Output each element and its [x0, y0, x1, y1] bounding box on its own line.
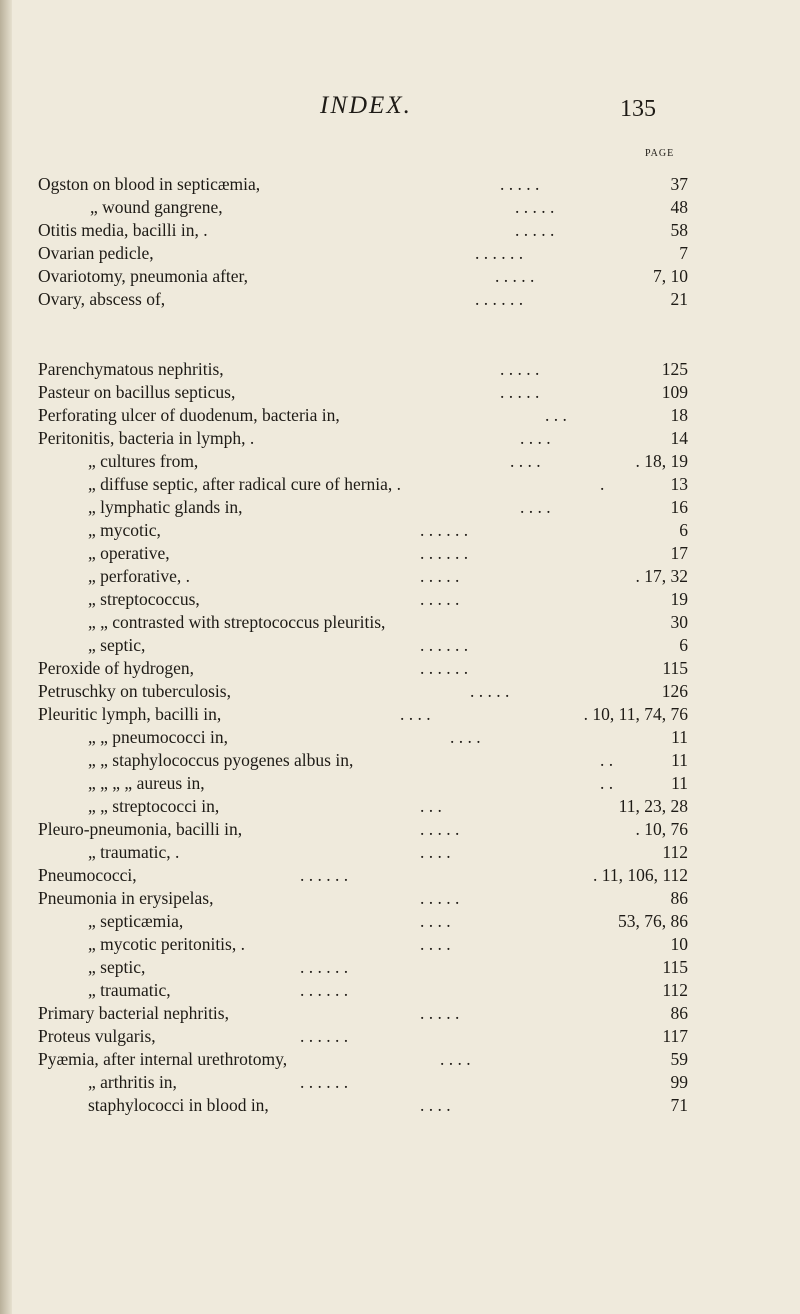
index-entry [0, 358, 800, 380]
entry-leader: . . . . . . [300, 1072, 349, 1092]
entry-label: Petruschky on tuberculosis, [38, 681, 231, 701]
entry-label: „ „ staphylococcus pyogenes albus in, [88, 750, 354, 770]
index-entry [0, 749, 800, 771]
index-entry [0, 772, 800, 794]
entry-pages: 48 [670, 197, 688, 217]
entry-leader: . . . . [420, 911, 451, 931]
entry-leader: . . . . [520, 497, 551, 517]
entry-label: Pleuro-pneumonia, bacilli in, [38, 819, 243, 839]
entry-pages: 6 [679, 635, 688, 655]
entry-label: Ovary, abscess of, [38, 289, 166, 309]
entry-leader: . . . . [520, 428, 551, 448]
entry-leader: . . . . . . [420, 543, 469, 563]
entry-leader: . . . . [420, 842, 451, 862]
entry-leader: . . . . . [420, 589, 460, 609]
index-entry [0, 173, 800, 195]
entry-leader: . . . . . . [475, 289, 524, 309]
entry-pages: 58 [670, 220, 688, 240]
entry-leader: . . . . . . [300, 957, 349, 977]
entry-pages: 18 [670, 405, 688, 425]
entry-label: Ovariotomy, pneumonia after, [38, 266, 249, 286]
entry-pages: 7 [679, 243, 688, 263]
entry-pages: 115 [662, 658, 688, 678]
entry-leader: . . . . [510, 451, 541, 471]
entry-pages: 99 [670, 1072, 688, 1092]
entry-leader: . . . . [440, 1049, 471, 1069]
entry-label: „ diffuse septic, after radical cure of hernia, . [88, 474, 402, 494]
entry-leader: . . . . [450, 727, 481, 747]
entry-label: Pyæmia, after internal urethrotomy, [38, 1049, 288, 1069]
index-entry [0, 933, 800, 955]
entry-pages: . 17, 32 [635, 566, 688, 586]
running-header-title: INDEX. [320, 92, 412, 119]
index-entry [0, 795, 800, 817]
entry-label: „ operative, [88, 543, 170, 563]
entry-pages: . 18, 19 [635, 451, 688, 471]
index-entry [0, 979, 800, 1001]
entry-leader: . . . . . . [475, 243, 524, 263]
index-entry [0, 634, 800, 656]
entry-label: „ perforative, . [88, 566, 191, 586]
entry-leader: . . . . . . [300, 980, 349, 1000]
index-entry [0, 611, 800, 633]
entry-label: Pleuritic lymph, bacilli in, [38, 704, 222, 724]
index-entry [0, 841, 800, 863]
entry-label: „ „ streptococci in, [88, 796, 220, 816]
entry-leader: . . . . . . [420, 520, 469, 540]
entry-leader: . . [600, 750, 614, 770]
index-entry [0, 381, 800, 403]
index-entry [0, 910, 800, 932]
index-entry [0, 1002, 800, 1024]
entry-label: Pasteur on bacillus septicus, [38, 382, 236, 402]
entry-pages: 37 [670, 174, 688, 194]
index-entry [0, 726, 800, 748]
index-entry [0, 588, 800, 610]
index-entry [0, 496, 800, 518]
entry-leader: . . . . . [420, 566, 460, 586]
entry-pages: 7, 10 [653, 266, 688, 286]
entry-pages: 11 [671, 727, 688, 747]
entry-pages: 86 [670, 888, 688, 908]
entry-pages: 59 [670, 1049, 688, 1069]
entry-pages: 19 [670, 589, 688, 609]
entry-pages: 10 [670, 934, 688, 954]
entry-pages: . 10, 11, 74, 76 [583, 704, 688, 724]
index-entry [0, 703, 800, 725]
entry-label: Pneumococci, [38, 865, 137, 885]
entry-pages: 125 [661, 359, 688, 379]
index-entry [0, 1025, 800, 1047]
entry-label: staphylococci in blood in, [88, 1095, 269, 1115]
index-entry [0, 1048, 800, 1070]
entry-label: Pneumonia in erysipelas, [38, 888, 214, 908]
index-entry [0, 657, 800, 679]
entry-pages: 112 [662, 980, 688, 1000]
page-number: 135 [620, 96, 656, 122]
entry-pages: 11 [671, 750, 688, 770]
entry-label: „ „ pneumococci in, [88, 727, 228, 747]
entry-leader: . . [600, 773, 614, 793]
index-entry [0, 565, 800, 587]
page-column-label: PAGE [645, 148, 675, 159]
entry-label: „ mycotic peritonitis, . [88, 934, 245, 954]
entry-label: „ „ „ „ aureus in, [88, 773, 205, 793]
entry-leader: . . . . . [515, 197, 555, 217]
entry-pages: 109 [661, 382, 688, 402]
index-entry [0, 473, 800, 495]
entry-leader: . . . . . . [420, 635, 469, 655]
entry-leader: . . . [545, 405, 567, 425]
index-entry [0, 242, 800, 264]
entry-label: „ „ contrasted with streptococcus pleuritis, [88, 612, 386, 632]
entry-pages: 126 [661, 681, 688, 701]
entry-label: „ mycotic, [88, 520, 161, 540]
entry-leader: . . . . . [420, 819, 460, 839]
entry-label: Proteus vulgaris, [38, 1026, 156, 1046]
entry-pages: 16 [670, 497, 688, 517]
index-entry [0, 1094, 800, 1116]
entry-pages: 6 [679, 520, 688, 540]
entry-label: Peritonitis, bacteria in lymph, . [38, 428, 255, 448]
entry-label: „ septicæmia, [88, 911, 184, 931]
entry-leader: . . . . . [420, 888, 460, 908]
index-entry [0, 519, 800, 541]
entry-pages: 21 [670, 289, 688, 309]
index-entry [0, 956, 800, 978]
entry-label: „ arthritis in, [88, 1072, 177, 1092]
entry-label: Ovarian pedicle, [38, 243, 154, 263]
entry-leader: . . . . . [500, 174, 540, 194]
entry-pages: 115 [662, 957, 688, 977]
index-entry [0, 1071, 800, 1093]
entry-pages: 13 [670, 474, 688, 494]
index-entry [0, 450, 800, 472]
index-entry [0, 542, 800, 564]
entry-leader: . . . . . [500, 382, 540, 402]
entry-label: „ traumatic, [88, 980, 171, 1000]
entry-pages: 71 [670, 1095, 688, 1115]
entry-label: Otitis media, bacilli in, . [38, 220, 208, 240]
entry-label: Primary bacterial nephritis, [38, 1003, 229, 1023]
entry-label: „ wound gangrene, [90, 197, 223, 217]
entry-label: Parenchymatous nephritis, [38, 359, 224, 379]
index-entry [0, 864, 800, 886]
entry-leader: . [600, 474, 605, 494]
entry-label: „ septic, [88, 957, 146, 977]
entry-pages: 112 [662, 842, 688, 862]
entry-pages: 86 [670, 1003, 688, 1023]
index-entry [0, 196, 800, 218]
entry-label: Ogston on blood in septicæmia, [38, 174, 261, 194]
entry-pages: 117 [662, 1026, 688, 1046]
entry-pages: . 10, 76 [635, 819, 688, 839]
entry-leader: . . . . . [500, 359, 540, 379]
index-entry [0, 887, 800, 909]
entry-label: „ cultures from, [88, 451, 199, 471]
index-entry [0, 265, 800, 287]
entry-pages: 14 [670, 428, 688, 448]
index-entry [0, 680, 800, 702]
entry-pages: 11, 23, 28 [618, 796, 688, 816]
entry-leader: . . . [420, 796, 442, 816]
entry-label: Perforating ulcer of duodenum, bacteria in, [38, 405, 340, 425]
entry-leader: . . . . . . [300, 1026, 349, 1046]
entry-leader: . . . . [420, 1095, 451, 1115]
entry-leader: . . . . . [420, 1003, 460, 1023]
entry-pages: 53, 76, 86 [618, 911, 688, 931]
index-entry [0, 219, 800, 241]
entry-label: „ lymphatic glands in, [88, 497, 243, 517]
entry-pages: 17 [670, 543, 688, 563]
entry-pages: 11 [671, 773, 688, 793]
entry-label: Peroxide of hydrogen, [38, 658, 195, 678]
entry-leader: . . . . [420, 934, 451, 954]
index-entry [0, 427, 800, 449]
entry-label: „ septic, [88, 635, 146, 655]
entry-pages: 30 [670, 612, 688, 632]
index-entry [0, 404, 800, 426]
entry-pages: . 11, 106, 112 [593, 865, 688, 885]
entry-leader: . . . . . [515, 220, 555, 240]
entry-leader: . . . . . [470, 681, 510, 701]
index-entry [0, 288, 800, 310]
entry-label: „ traumatic, . [88, 842, 180, 862]
entry-leader: . . . . . . [420, 658, 469, 678]
index-entry [0, 818, 800, 840]
entry-leader: . . . . . [495, 266, 535, 286]
entry-leader: . . . . . . [300, 865, 349, 885]
entry-leader: . . . . [400, 704, 431, 724]
entry-label: „ streptococcus, [88, 589, 200, 609]
